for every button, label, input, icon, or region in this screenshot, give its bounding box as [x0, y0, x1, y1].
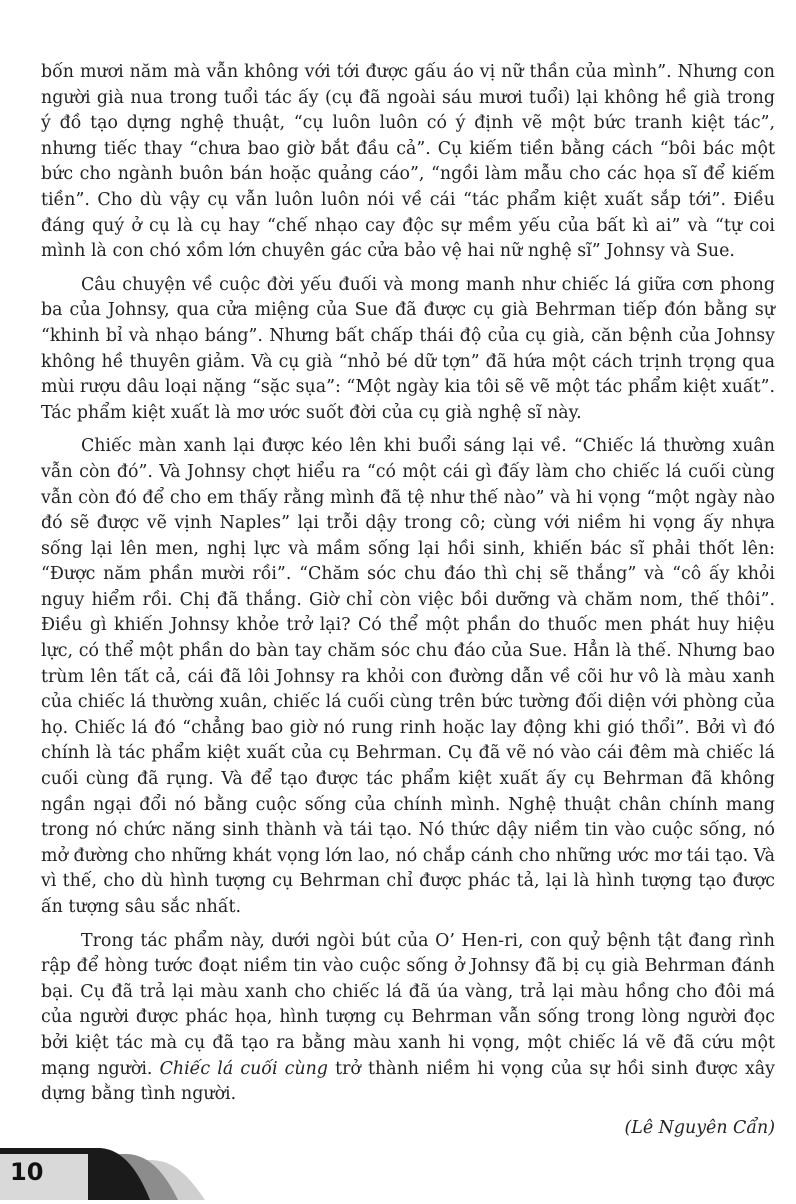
work-title: Chiếc lá cuối cùng — [159, 1058, 328, 1079]
paragraph-4-text-b: trở thành niềm hi vọng của sự hồi sinh được xây dựng bằng tình người. — [41, 1058, 776, 1105]
page-number: 10 — [10, 1158, 44, 1186]
author-signature: (Lê Nguyên Cẩn) — [624, 1117, 775, 1138]
page-footer — [0, 1140, 230, 1200]
article-body — [41, 60, 775, 1149]
paragraph-2: Câu chuyện về cuộc đời yếu đuối và mong manh như chiếc lá giữa cơn phong ba của Johnsy, qua cửa miệng của Sue đã được cụ già Behrman tiếp đón bằng sự “khinh bỉ và nhạo báng”. Nhưng bất chấp thái độ của cụ già, căn bệnh của Johnsy không hề thuyên giảm. Và cụ già “nhỏ bé dữ tợn” đã hứa một cách trịnh trọng qua mùi rượu dâu loại nặng “sặc sụa”: “Một ngày kia tôi sẽ vẽ một tác phẩm kiệt xuất”. Tác phẩm kiệt xuất là mơ ước suốt đời của cụ già nghệ sĩ này. — [41, 274, 775, 423]
paragraph-3: Chiếc màn xanh lại được kéo lên khi buổi sáng lại về. “Chiếc lá thường xuân vẫn còn đó”. Và Johnsy chợt hiểu ra “có một cái gì đấy làm cho chiếc lá cuối cùng vẫn còn đó để cho em thấy rằng mình đã tệ như thế nào” và hi vọng “một ngày nào đó sẽ được vẽ vịnh Naples” lại trỗi dậy trong cô; cùng với niềm hi vọng ấy nhựa sống lại lên men, nghị lực và mầm sống lại hồi sinh, khiến bác sĩ phải thốt lên: “Được năm phần mười rồi”. “Chăm sóc chu đáo thì chị sẽ thắng” và “cô ấy khỏi nguy hiểm rồi. Chị đã thắng. Giờ chỉ còn việc bồi dưỡng và chăm nom, thế thôi”. Điều gì khiến Johnsy khỏe trở lại? Có thể một phần do thuốc men phát huy hiệu lực, có thể một phần do bàn tay chăm sóc chu đáo của Sue. Hẳn là thế. Nhưng bao trùm lên tất cả, cái đã lôi Johnsy ra khỏi con đường dẫn về cõi hư vô là màu xanh của chiếc lá thường xuân, chiếc lá cuối cùng trên bức tường đối diện với phòng của họ. Chiếc lá đó “chẳng bao giờ nó rung rinh hoặc lay động khi gió thổi”. Bởi vì đó chính là tác phẩm kiệt xuất của cụ Behrman. Cụ đã vẽ nó vào cái đêm mà chiếc lá cuối cùng đã rụng. Và để tạo được tác phẩm kiệt xuất ấy cụ Behrman đã không ngần ngại đổi nó bằng cuộc sống của chính mình. Nghệ thuật chân chính mang trong nó chức năng sinh thành và tái tạo. Nó thức dậy niềm tin vào cuộc sống, nó mở đường cho những khát vọng lớn lao, nó chắp cánh cho những ước mơ tái tạo. Và vì thế, cho dù hình tượng cụ Behrman chỉ được phác tả, lại là hình tượng tạo được ấn tượng sâu sắc nhất. — [41, 436, 775, 917]
paragraph-1: bốn mươi năm mà vẫn không với tới được gấu áo vị nữ thần của mình”. Nhưng con người già nua trong tuổi tác ấy (cụ đã ngoài sáu mươi tuổi) lại không hề già trong ý đồ tạo dựng nghệ thuật, “cụ luôn luôn có ý định vẽ một bức tranh kiệt tác”, nhưng tiếc thay “chưa bao giờ bắt đầu cả”. Cụ kiếm tiền bằng cách “bôi bác một bức cho ngành buôn bán hoặc quảng cáo”, “ngồi làm mẫu cho các họa sĩ để kiếm tiền”. Cho dù vậy cụ vẫn luôn luôn nói về cái “tác phẩm kiệt xuất sắp tới”. Điều đáng quý ở cụ là cụ hay “chế nhạo cay độc sự mềm yếu của bất kì ai” và “tự coi mình là con chó xồm lớn chuyên gác cửa bảo vệ hai nữ nghệ sĩ” Johnsy và Sue. — [41, 62, 775, 262]
paragraph-4-text-a: Trong tác phẩm này, dưới ngòi bút của O’ Hen-ri, con quỷ bệnh tật đang rình rập để hòng tước đoạt niềm tin vào cuộc sống ở Johnsy đã bị cụ già Behrman đánh bại. Cụ đã trả lại màu xanh cho chiếc lá đã úa vàng, trả lại màu hồng cho đôi má của người được phác họa, hình tượng cụ Behrman vẫn sống trong lòng người đọc bởi kiệt tác mà cụ đã tạo ra bằng màu xanh hi vọng, một chiếc lá vẽ đã cứu một mạng người. — [41, 930, 775, 1079]
paragraph-4 — [41, 929, 775, 1108]
